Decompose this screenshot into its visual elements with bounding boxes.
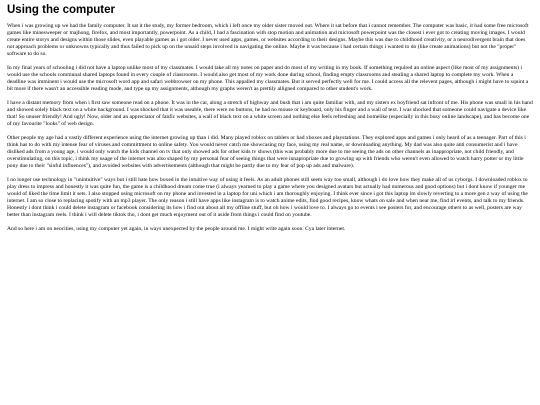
paragraph-closing: And so here i am on neocities, using my computer yet again, in ways unexpected by the people around me. I might write again soon. Cya later internet. (7, 225, 346, 232)
paragraph-family-computer: When i was growing up we had the family computer. It sat it the study, my former bedroom, which i left once my older sister moved out. Where it sat before that i cannot remember. The computer was basic, it had some free microsoft games like minesweeper or majhong, firefox, and most importantly, powerpoint. As a child, I had a fascination with stop motion and animation and microsoft powerpoint was the closest i ever got to creating moving images. I would create entire storys and designs within those slides, even playable games as i got older. I never used apps, games, or websites according to their designs. Maybe this was due to childhood creativity, or a neurodivergent brain that does not approach problems or unknowns typically and thus failed to pick up on the unsaid steps involved in navigating the online. Maybe it was because i had certain things i wanted to do (like create animations) but not the "proper" software to do so. (7, 22, 529, 58)
paragraph-school-laptop: In my final years of schooling i did not have a laptop unlike most of my classmates. I would take all my notes on paper and do most of my writing in my book. If something required an online aspect (like most of my assignments) i would use the schools communal shared laptops found in every couple of classrooms. I would also get most of my work done during school, finding empty classrooms and stealing a shared laptop to complete my work. When a deadline was imminent i would use the microsoft word app and safari webbrowser on my phone. This appalled my classmates. But it served perfectly well for me. I could access all the relevent pages, although i might have to squint a bit more if there wasn't an accessible reading mode, and type up my assignments, although my graphs weren't as prettily alligned compared to other student's work. (7, 64, 529, 92)
page-title: Using the computer (7, 4, 115, 16)
paragraph-different-experience: Other people my age had a vastly different experience using the internet growing up than i did. Many played roblox on tablets or had xboxes and playstations. They explored apps and games i only heard of as a teenager. Part of this i think has to do with my intense fear of viruses and committment to online safety. You would never catch me showcasing my face, using my real name, or downloading anything. My dad was also quite anti consumerist and i have disliked ads from a young age, i would only watch the kids channel on tv that only showed ads for other kids tv shows (this was probably more due to me seeing the ads on other channels as inappropriate, not child friendly, and overstimulating, on this topic, i think my usage of the internet was also shaped by my personal fear of seeing things that were innapropriate due to growing up with friends who weren't even allowed to watch harry potter or my little pony due to their "sinful influences"), and avoided websites with advertisements (although that might be partly due to my fear of pop up ads and malware). (7, 134, 526, 170)
paragraph-reading-on-phone: I have a distant memory from when i first saw someone read on a phone. It was in the car, along a stretch of highway and bush that i am quite familiar with, and my sisters ex boyfriend sat infront of me. His phone was small in his hand and showed solely black text on a white background. I was shocked that it was useable, there were no buttons, he had no mouse or keyboard, only his finger and a wall of text. I was shocked that someone could navigate a device like that! So unuser friendly! And ugly! Now, older and an appreciator of fanfic websites, a wall of black text on a white screen and nothing else feels refreshing and homelike (especially in this busy online landscape), and has become one of my favourite "looks" of web design. (7, 99, 533, 127)
paragraph-technology-now: I no longer use technology in "unintuitive" ways but i still hate how boxed in the intuitive way of using it feels. As an adult phones still seem way too small, although i do love how they make all of us cyborgs. I downloaded roblox to play dress to impress and honestly it was quite fun, the game is a childhood dream come true (i always yearned to play a game where you designed avatars but actually had numerous and good options) but i dont know if younger me would of liked the time limit it sets. I also stopped using microsoft on my phone and invested in a laptop for uni which i am thoroughly enjoying. I think ever since i got this laptop im slowly reverting to a more gen z way of using the internet. I am so close to replacing spotify with an mp3 player. The only reason i still have apps like instagram is to watch anime edits, find good recipes, know whats on sale and when near me, find irl events, and talk to my friends. Honestly i dont think i could delete instagram or facebook considering its how i find out about all my offline stuff, but oh how i would love to. I always go to events i see posters for, and encourage others to as well, posters are way better than instagram reels. I think i will delete tiktok tho, i dont get much enjoyment out of it aside from things i could find on youtube. (7, 176, 528, 219)
